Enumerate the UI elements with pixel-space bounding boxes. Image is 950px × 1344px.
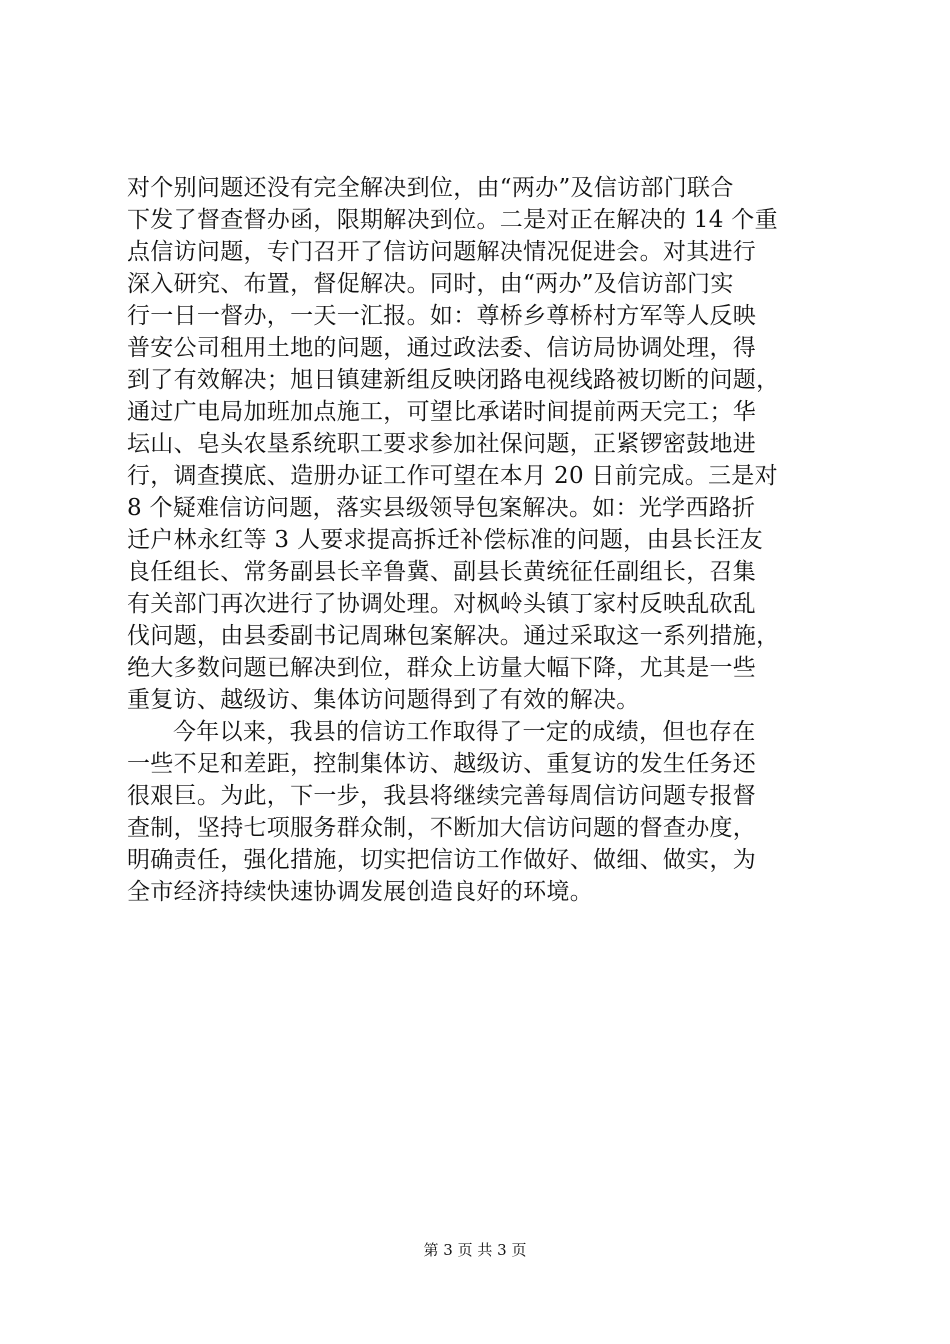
text-line: 全市经济持续快速协调发展创造良好的环境。 xyxy=(127,879,593,905)
page-number: 第 3 页 共 3 页 xyxy=(423,1241,527,1259)
text-line: 行一日一督办，一天一汇报。如：尊桥乡尊桥村方军等人反映 xyxy=(127,303,757,329)
text-line: 对个别问题还没有完全解决到位，由“两办”及信访部门联合 xyxy=(127,175,734,201)
text-line: 坛山、皂头农垦系统职工要求参加社保问题，正紧锣密鼓地进 xyxy=(127,431,757,457)
text-line: 明确责任，强化措施，切实把信访工作做好、做细、做实，为 xyxy=(127,847,757,873)
body-text xyxy=(127,172,837,908)
text-line: 行，调查摸底、造册办证工作可望在本月 20 日前完成。三是对 xyxy=(127,463,778,489)
text-line: 伐问题，由县委副书记周琳包案解决。通过采取这一系列措施， xyxy=(127,623,780,649)
text-line: 深入研究、布置，督促解决。同时，由“两办”及信访部门实 xyxy=(127,271,734,297)
text-line: 下发了督查督办函，限期解决到位。二是对正在解决的 14 个重 xyxy=(127,207,778,233)
text-line: 8 个疑难信访问题，落实县级领导包案解决。如：光学西路折 xyxy=(127,495,756,521)
paragraph-start-line: 今年以来，我县的信访工作取得了一定的成绩，但也存在 xyxy=(173,719,756,745)
page-footer xyxy=(0,1240,950,1260)
text-line: 迁户林永红等 3 人要求提高拆迁补偿标准的问题，由县长汪友 xyxy=(127,527,763,553)
text-line: 绝大多数问题已解决到位，群众上访量大幅下降，尤其是一些 xyxy=(127,655,757,681)
text-line: 有关部门再次进行了协调处理。对枫岭头镇丁家村反映乱砍乱 xyxy=(127,591,757,617)
text-line: 很艰巨。为此，下一步，我县将继续完善每周信访问题专报督 xyxy=(127,783,757,809)
text-line: 普安公司租用土地的问题，通过政法委、信访局协调处理，得 xyxy=(127,335,757,361)
text-line: 到了有效解决；旭日镇建新组反映闭路电视线路被切断的问题， xyxy=(127,367,780,393)
text-line: 重复访、越级访、集体访问题得到了有效的解决。 xyxy=(127,687,640,713)
text-line: 点信访问题，专门召开了信访问题解决情况促进会。对其进行 xyxy=(127,239,757,265)
text-line: 良任组长、常务副县长辛鲁冀、副县长黄统征任副组长，召集 xyxy=(127,559,757,585)
text-line: 查制，坚持七项服务群众制，不断加大信访问题的督查办度， xyxy=(127,815,757,841)
text-line: 通过广电局加班加点施工，可望比承诺时间提前两天完工；华 xyxy=(127,399,757,425)
text-line: 一些不足和差距，控制集体访、越级访、重复访的发生任务还 xyxy=(127,751,757,777)
